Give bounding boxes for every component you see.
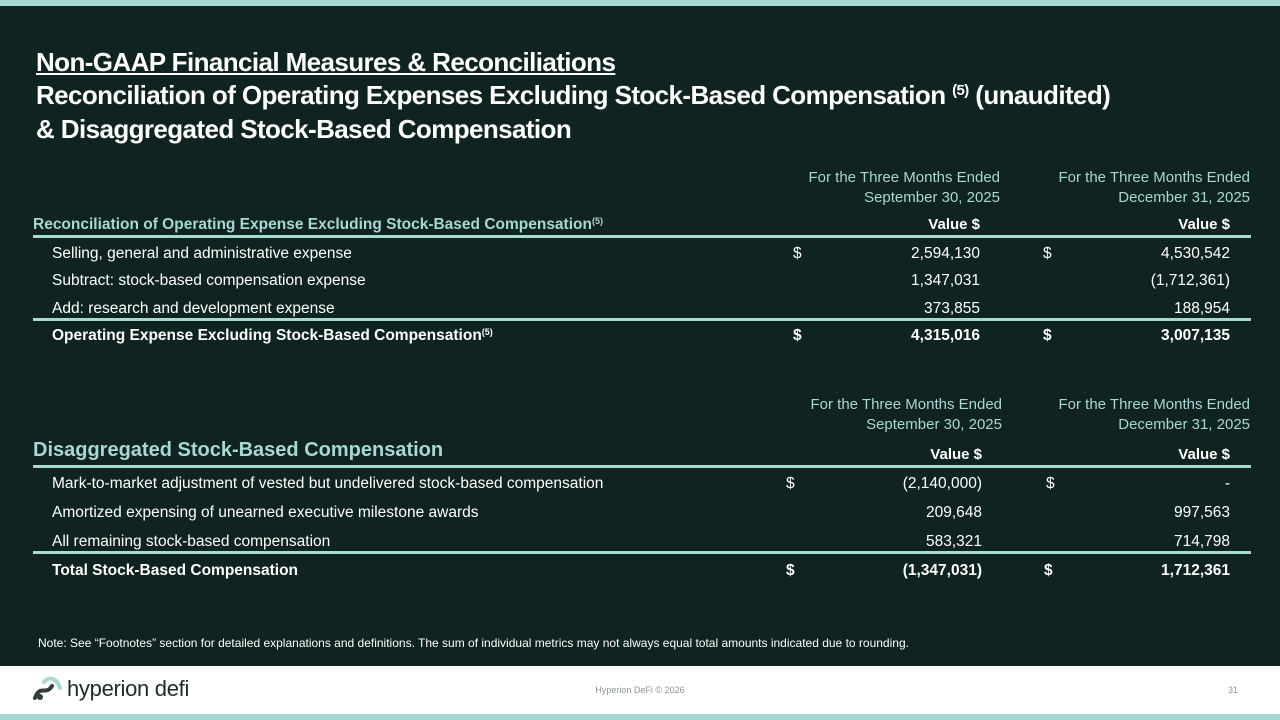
- total-value-2: 1,712,361: [1161, 562, 1230, 579]
- row-label: Amortized expensing of unearned executive milestone awards: [52, 504, 479, 521]
- table1-period1-line1: For the Three Months Ended: [808, 169, 1000, 186]
- table1-period1-line2: September 30, 2025: [864, 189, 1000, 206]
- row-currency-2: $: [1043, 245, 1052, 262]
- row-label: All remaining stock-based compensation: [52, 533, 331, 550]
- row-label: Add: research and development expense: [52, 300, 335, 317]
- row-currency-1: $: [786, 475, 795, 492]
- total-label-text: Operating Expense Excluding Stock-Based Compensation: [52, 327, 482, 344]
- top-accent-bar: [0, 0, 1280, 6]
- row-value-1: 1,347,031: [911, 272, 980, 289]
- slide-title-block: [36, 46, 1256, 146]
- table1-total-rule: [33, 318, 1251, 321]
- row-value-1: 373,855: [923, 300, 980, 317]
- row-label: Subtract: stock-based compensation expense: [52, 272, 366, 289]
- subtitle-unaudited: (unaudited): [975, 80, 1111, 110]
- table2-section-label: Disaggregated Stock-Based Compensation: [33, 439, 444, 461]
- row-value-1: 2,594,130: [911, 245, 980, 262]
- bottom-accent-bar: [0, 714, 1280, 720]
- row-label: Mark-to-market adjustment of vested but undelivered stock-based compensation: [52, 475, 604, 492]
- slide-subtitle-line2: & Disaggregated Stock-Based Compensation: [36, 114, 572, 144]
- table-row: [0, 501, 1280, 525]
- row-currency-1: $: [793, 245, 802, 262]
- row-value-1: (2,140,000): [902, 475, 982, 492]
- row-value-2: 4,530,542: [1161, 245, 1230, 262]
- slide-title: Non-GAAP Financial Measures & Reconciliations: [36, 47, 616, 77]
- table-total-row: [0, 559, 1280, 583]
- row-value-2: (1,712,361): [1150, 272, 1230, 289]
- table-row: [0, 472, 1280, 496]
- row-value-1: 583,321: [925, 533, 982, 550]
- total-currency-2: $: [1043, 327, 1052, 344]
- total-value-2: 3,007,135: [1161, 327, 1230, 344]
- table-row: [0, 242, 1280, 266]
- table2-period1-line2: September 30, 2025: [866, 416, 1002, 433]
- table1-period2-header: [1059, 168, 1251, 208]
- slide-subtitle: [36, 78, 1256, 112]
- table2-period2-line2: December 31, 2025: [1118, 416, 1250, 433]
- slide-footer: [0, 666, 1280, 714]
- copyright-text: Hyperion DeFi © 2026: [595, 685, 685, 695]
- logo-text: hyperion defi: [67, 676, 190, 701]
- row-currency-2: $: [1046, 475, 1055, 492]
- row-value-2: 188,954: [1173, 300, 1230, 317]
- total-currency-1: $: [786, 562, 795, 579]
- footnote-note: Note: See “Footnotes” section for detailed explanations and definitions. The sum of individual metrics may not always equal total amounts indicated due to rounding.: [38, 636, 909, 650]
- table1-period2-line1: For the Three Months Ended: [1058, 169, 1250, 186]
- table1-period2-line2: December 31, 2025: [1118, 189, 1250, 206]
- total-value-1: (1,347,031): [902, 562, 982, 579]
- table1-section-footnote: (5): [591, 216, 603, 226]
- total-currency-1: $: [793, 327, 802, 344]
- table1-col2-header: Value $: [1178, 216, 1230, 233]
- table2-period2-line1: For the Three Months Ended: [1058, 396, 1250, 413]
- table-total-row: [0, 324, 1280, 348]
- table1-section-label: [33, 216, 603, 234]
- total-currency-2: $: [1044, 562, 1053, 579]
- total-label: [52, 324, 493, 348]
- table2-period2-header: [1059, 395, 1251, 435]
- row-value-2: 714,798: [1173, 533, 1230, 550]
- table1-header-rule: [33, 235, 1251, 238]
- table1-col1-header: Value $: [928, 216, 980, 233]
- table2-period1-header: [811, 395, 1003, 435]
- row-value-2: -: [1224, 475, 1230, 492]
- table-row: [0, 269, 1280, 293]
- table1-section-label-text: Reconciliation of Operating Expense Excluding Stock-Based Compensation: [33, 216, 592, 233]
- row-label: Selling, general and administrative expense: [52, 245, 352, 262]
- total-footnote: (5): [481, 327, 493, 337]
- table2-header-rule: [33, 465, 1251, 468]
- row-value-1: 209,648: [925, 504, 982, 521]
- row-value-2: 997,563: [1173, 504, 1230, 521]
- subtitle-footnote: (5): [952, 82, 969, 99]
- subtitle-text: Reconciliation of Operating Expenses Excluding Stock-Based Compensation: [36, 80, 946, 110]
- table2-period1-line1: For the Three Months Ended: [810, 396, 1002, 413]
- table2-col1-header: Value $: [930, 446, 982, 463]
- page-number: 31: [1227, 685, 1238, 695]
- total-label: Total Stock-Based Compensation: [52, 562, 299, 579]
- table2-total-rule: [33, 551, 1251, 554]
- table2-col2-header: Value $: [1178, 446, 1230, 463]
- table1-period1-header: [809, 168, 1001, 208]
- total-value-1: 4,315,016: [911, 327, 980, 344]
